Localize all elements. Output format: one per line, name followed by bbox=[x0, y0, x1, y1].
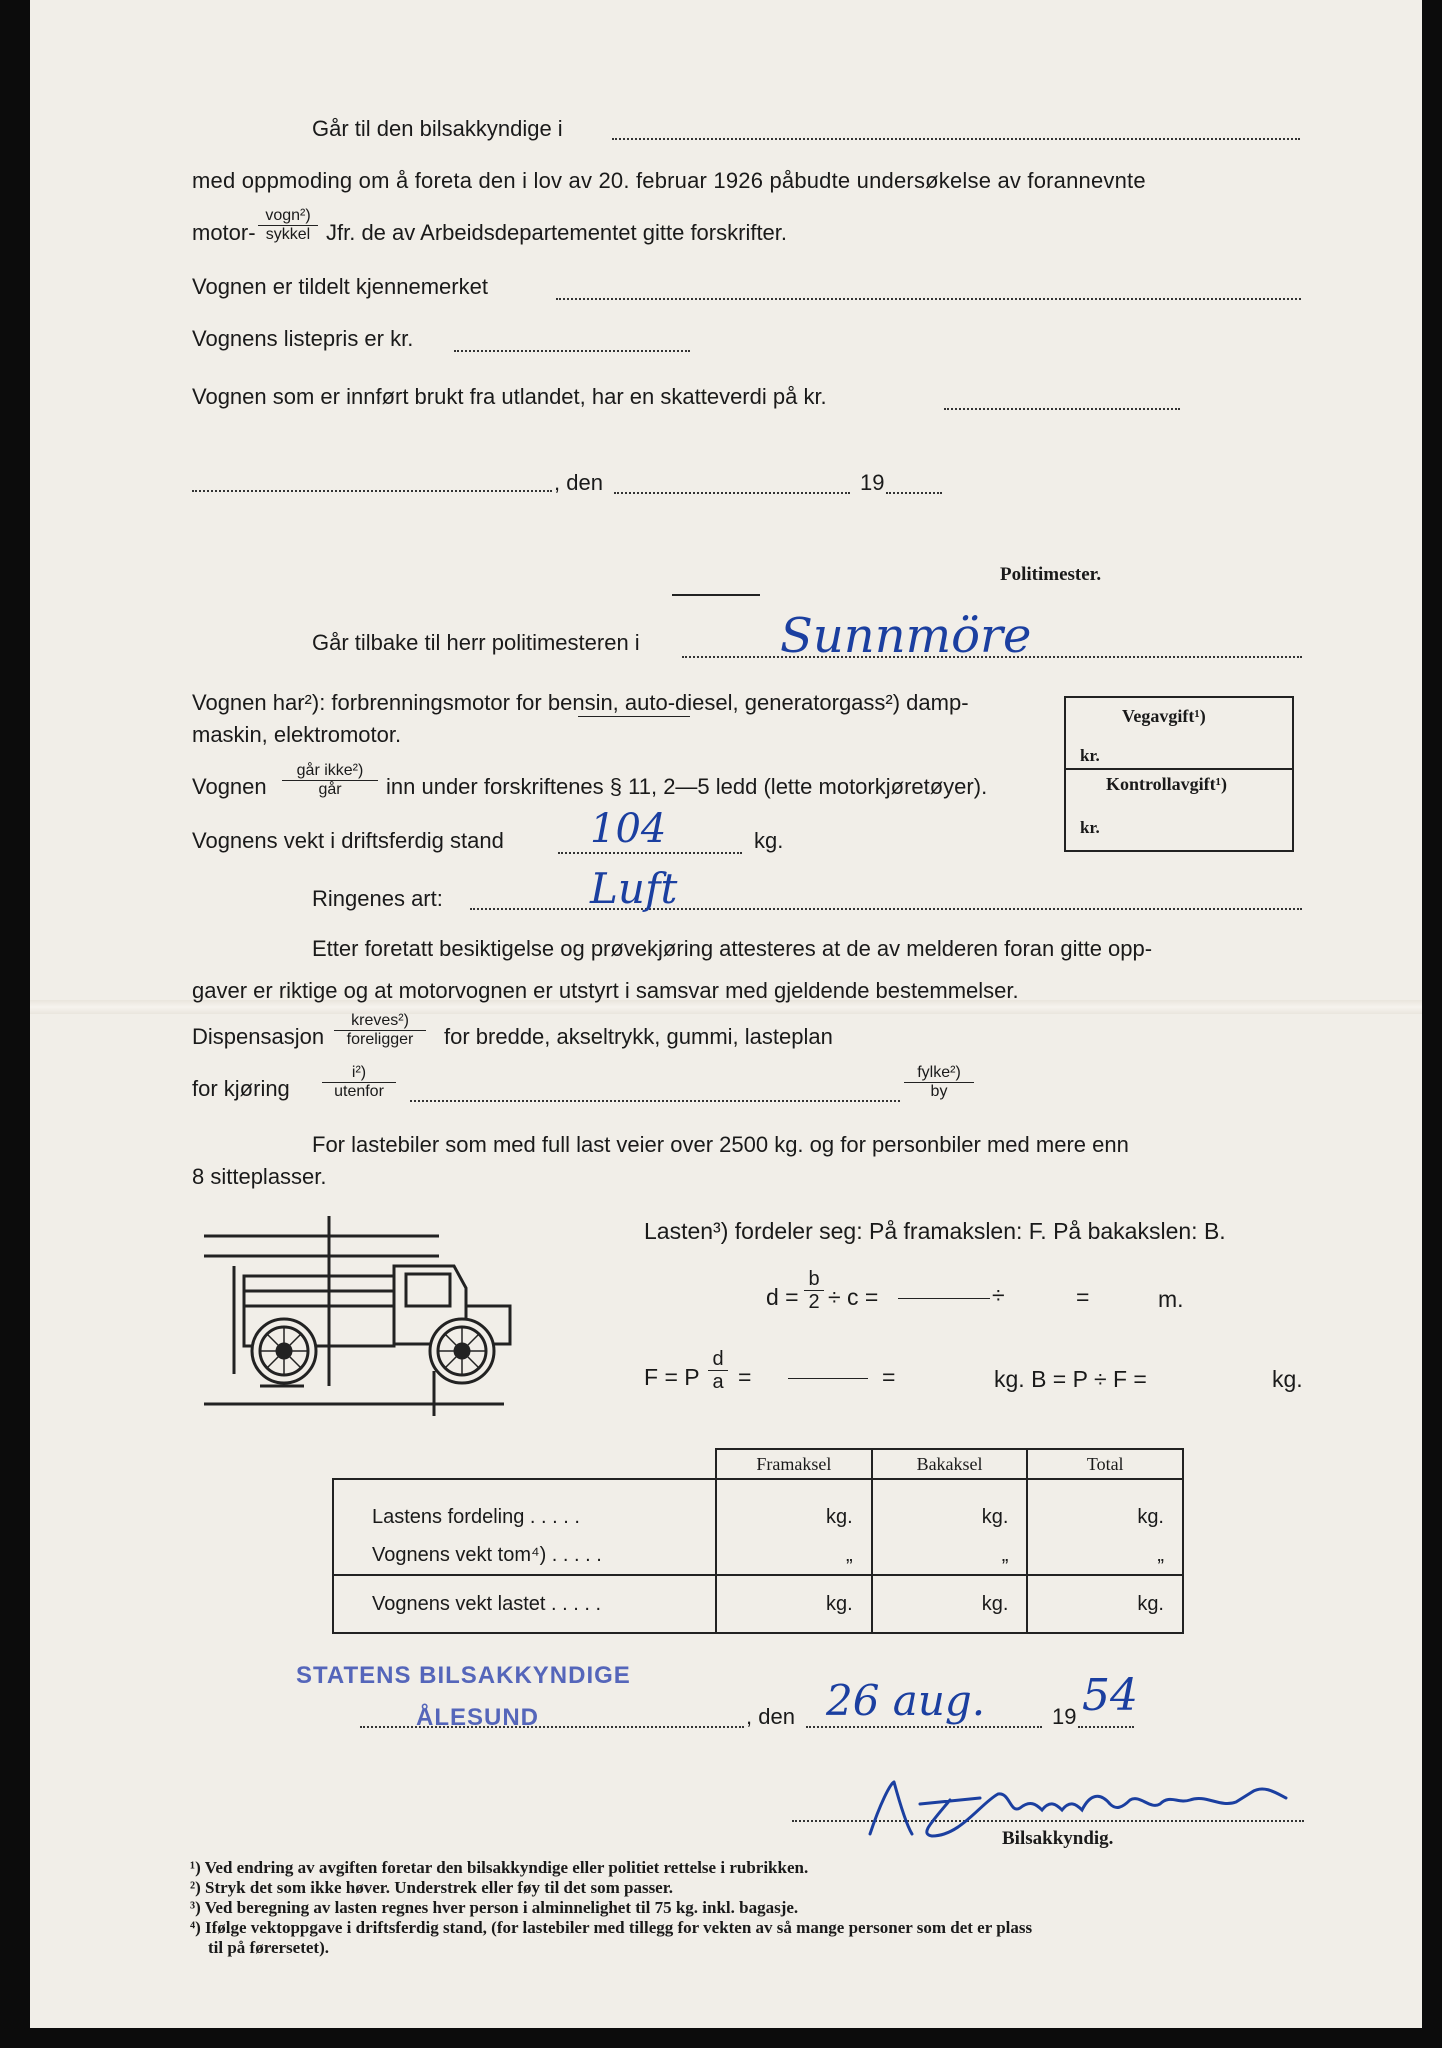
vognen-label: Vognen bbox=[192, 774, 267, 799]
motor-fraction: vogn²) sykkel bbox=[258, 207, 318, 244]
underline-bensin bbox=[578, 716, 690, 717]
fylke-fraction: fylke²) by bbox=[904, 1064, 974, 1101]
vegavgift-box bbox=[1064, 696, 1294, 852]
skatteverdi-field[interactable] bbox=[944, 408, 1180, 410]
lasten-heading: Lasten³) fordeler seg: På framakslen: F. På bakakslen: B. bbox=[644, 1218, 1226, 1244]
stamp-line1: STATENS BILSAKKYNDIGE bbox=[296, 1662, 631, 1689]
stamp-line2: ÅLESUND bbox=[416, 1704, 540, 1731]
politimester-handwritten: Sunnmöre bbox=[780, 608, 1032, 664]
kontrollavgift-title: Kontrollavgift¹) bbox=[1106, 774, 1228, 794]
vekt-unit: kg. bbox=[754, 828, 784, 853]
row-label-lastens: Lastens fordeling . . . . . bbox=[372, 1506, 580, 1528]
date-field-2[interactable] bbox=[806, 1726, 1042, 1728]
motor-type-line1: Vognen har²): forbrenningsmotor for bensin, auto-diesel, generatorgass²) damp- bbox=[192, 690, 969, 715]
cell-lastet-framaksel[interactable]: kg. bbox=[716, 1575, 872, 1633]
vekt-label: Vognens vekt i driftsferdig stand bbox=[192, 828, 504, 853]
formula-d-over-a: $\frac{d}{a}$ bbox=[708, 1348, 728, 1393]
dispensasjon-label: Dispensasjon bbox=[192, 1024, 325, 1049]
truck-diagram bbox=[204, 1206, 604, 1436]
kontrollavgift-kr: kr. bbox=[1080, 818, 1100, 837]
motor-type-line2: maskin, elektromotor. bbox=[192, 722, 402, 747]
footnote-4-cont: til på førersetet). bbox=[208, 1938, 329, 1957]
politimester-label: Politimester. bbox=[1000, 564, 1102, 585]
kjennemerke-label: Vognen er tildelt kjennemerket bbox=[192, 274, 488, 299]
kjoring-fraction: i²) utenfor bbox=[322, 1064, 396, 1101]
gar-til-label: Går til den bilsakkyndige i bbox=[312, 116, 563, 141]
vegavgift-title: Vegavgift¹) bbox=[1122, 706, 1206, 726]
formula-eq: = bbox=[1076, 1284, 1090, 1310]
load-table bbox=[332, 1448, 1184, 1634]
cell-lastet-total[interactable]: kg. bbox=[1027, 1575, 1183, 1633]
cell-lastet-bakaksel[interactable]: kg. bbox=[872, 1575, 1028, 1633]
cell-tom-total: „ bbox=[1157, 1544, 1164, 1566]
politimester-signature-line[interactable] bbox=[672, 594, 760, 596]
total-cell[interactable] bbox=[1027, 1479, 1183, 1575]
year-label: 19 bbox=[860, 470, 885, 495]
cell-tom-bakaksel: „ bbox=[1001, 1544, 1009, 1566]
header-framaksel: Framaksel bbox=[716, 1449, 872, 1479]
year-handwritten: 54 bbox=[1082, 1670, 1138, 1721]
attest-line2: gaver er riktige og at motorvognen er utstyrt i samsvar med gjeldende bestemmelser. bbox=[192, 978, 1019, 1003]
ringenes-label: Ringenes art: bbox=[312, 886, 443, 911]
vekt-handwritten: 104 bbox=[590, 806, 667, 852]
den-label: , den bbox=[554, 470, 603, 495]
gar-fraction: går ikke²) går bbox=[282, 762, 378, 799]
oppmoding-text: med oppmoding om å foreta den i lov av 20. februar 1926 påbudte undersøkelse av forannevnte bbox=[192, 168, 1146, 193]
date-field[interactable] bbox=[614, 492, 850, 494]
attest-line1: Etter foretatt besiktigelse og prøvekjøring attesteres at de av melderen foran gitte opp- bbox=[312, 936, 1153, 961]
vegavgift-divider bbox=[1066, 768, 1292, 770]
jfr-text: Jfr. de av Arbeidsdepartementet gitte forskrifter. bbox=[326, 220, 788, 245]
motor-prefix: motor- bbox=[192, 220, 256, 245]
formula-m: m. bbox=[1158, 1286, 1184, 1312]
formula-eq2: = bbox=[738, 1364, 752, 1390]
ringenes-handwritten: Luft bbox=[590, 864, 678, 913]
place-field-2[interactable] bbox=[360, 1726, 744, 1728]
header-bakaksel: Bakaksel bbox=[872, 1449, 1028, 1479]
bakaksel-cell[interactable] bbox=[872, 1479, 1028, 1575]
formula-f-blank[interactable] bbox=[788, 1378, 868, 1379]
gar-til-field[interactable] bbox=[612, 138, 1300, 140]
cell-lastens-framaksel: kg. bbox=[826, 1506, 853, 1528]
formula-c-part: ÷ c = bbox=[828, 1284, 879, 1310]
year-field[interactable] bbox=[886, 492, 942, 494]
vegavgift-kr: kr. bbox=[1080, 746, 1100, 765]
formula-d-blank[interactable] bbox=[898, 1298, 990, 1299]
formula-kg-end: kg. bbox=[1272, 1366, 1303, 1392]
listepris-label: Vognens listepris er kr. bbox=[192, 326, 414, 351]
formula-div: ÷ bbox=[992, 1282, 1005, 1308]
lastebil-line2: 8 sitteplasser. bbox=[192, 1164, 327, 1189]
footnote-4: ⁴) Ifølge vektoppgave i driftsferdig stand, (for lastebiler med tillegg for vekten av så mange personer som det er plass bbox=[190, 1918, 1033, 1937]
cell-tom-framaksel: „ bbox=[846, 1544, 853, 1566]
bilsakkyndig-label: Bilsakkyndig. bbox=[1002, 1828, 1114, 1849]
formula-f-eq: F = P bbox=[644, 1364, 700, 1390]
lastebil-line1: For lastebiler som med full last veier over 2500 kg. og for personbiler med mere enn bbox=[312, 1132, 1129, 1157]
forskrift-text: inn under forskriftenes § 11, 2—5 ledd (lette motorkjøretøyer). bbox=[386, 774, 988, 799]
table-label-cell bbox=[333, 1479, 716, 1575]
formula-b-over-2: $\frac{b}{2}$ bbox=[804, 1268, 824, 1313]
listepris-field[interactable] bbox=[454, 350, 690, 352]
kjennemerke-field[interactable] bbox=[556, 298, 1301, 300]
formula-kg-b: kg. B = P ÷ F = bbox=[994, 1366, 1147, 1392]
table-corner bbox=[333, 1449, 716, 1479]
den-label-2: , den bbox=[746, 1704, 795, 1729]
place-field[interactable] bbox=[192, 490, 552, 492]
dispensasjon-text: for bredde, akseltrykk, gummi, lasteplan bbox=[444, 1024, 833, 1049]
formula-d-eq: d = bbox=[766, 1284, 799, 1310]
kjoring-label: for kjøring bbox=[192, 1076, 290, 1101]
footnote-1: ¹) Ved endring av avgiften foretar den bilsakkyndige eller politiet rettelse i rubrikken. bbox=[190, 1858, 809, 1877]
row-label-lastet: Vognens vekt lastet . . . . . bbox=[333, 1575, 716, 1633]
gar-tilbake-label: Går tilbake til herr politimesteren i bbox=[312, 630, 640, 655]
cell-lastens-total: kg. bbox=[1137, 1506, 1164, 1528]
form-page bbox=[30, 0, 1422, 2028]
dispensasjon-fraction: kreves²) foreligger bbox=[334, 1012, 426, 1049]
kjoring-field[interactable] bbox=[410, 1100, 900, 1102]
footnote-3: ³) Ved beregning av lasten regnes hver person i alminnelighet til 75 kg. inkl. bagasje. bbox=[190, 1898, 799, 1917]
skatteverdi-label: Vognen som er innført brukt fra utlandet, har en skatteverdi på kr. bbox=[192, 384, 827, 409]
date-handwritten: 26 aug. bbox=[826, 1676, 986, 1725]
vekt-field[interactable] bbox=[558, 852, 742, 854]
year-label-2: 19 bbox=[1052, 1704, 1077, 1729]
year-field-2[interactable] bbox=[1078, 1726, 1134, 1728]
cell-lastens-bakaksel: kg. bbox=[981, 1506, 1009, 1528]
framaksel-cell[interactable] bbox=[716, 1479, 872, 1575]
formula-eq3: = bbox=[882, 1364, 896, 1390]
header-total: Total bbox=[1027, 1449, 1183, 1479]
footnote-2: ²) Stryk det som ikke høver. Understrek eller føy til det som passer. bbox=[190, 1878, 673, 1897]
row-label-tom: Vognens vekt tom⁴) . . . . . bbox=[372, 1544, 602, 1566]
